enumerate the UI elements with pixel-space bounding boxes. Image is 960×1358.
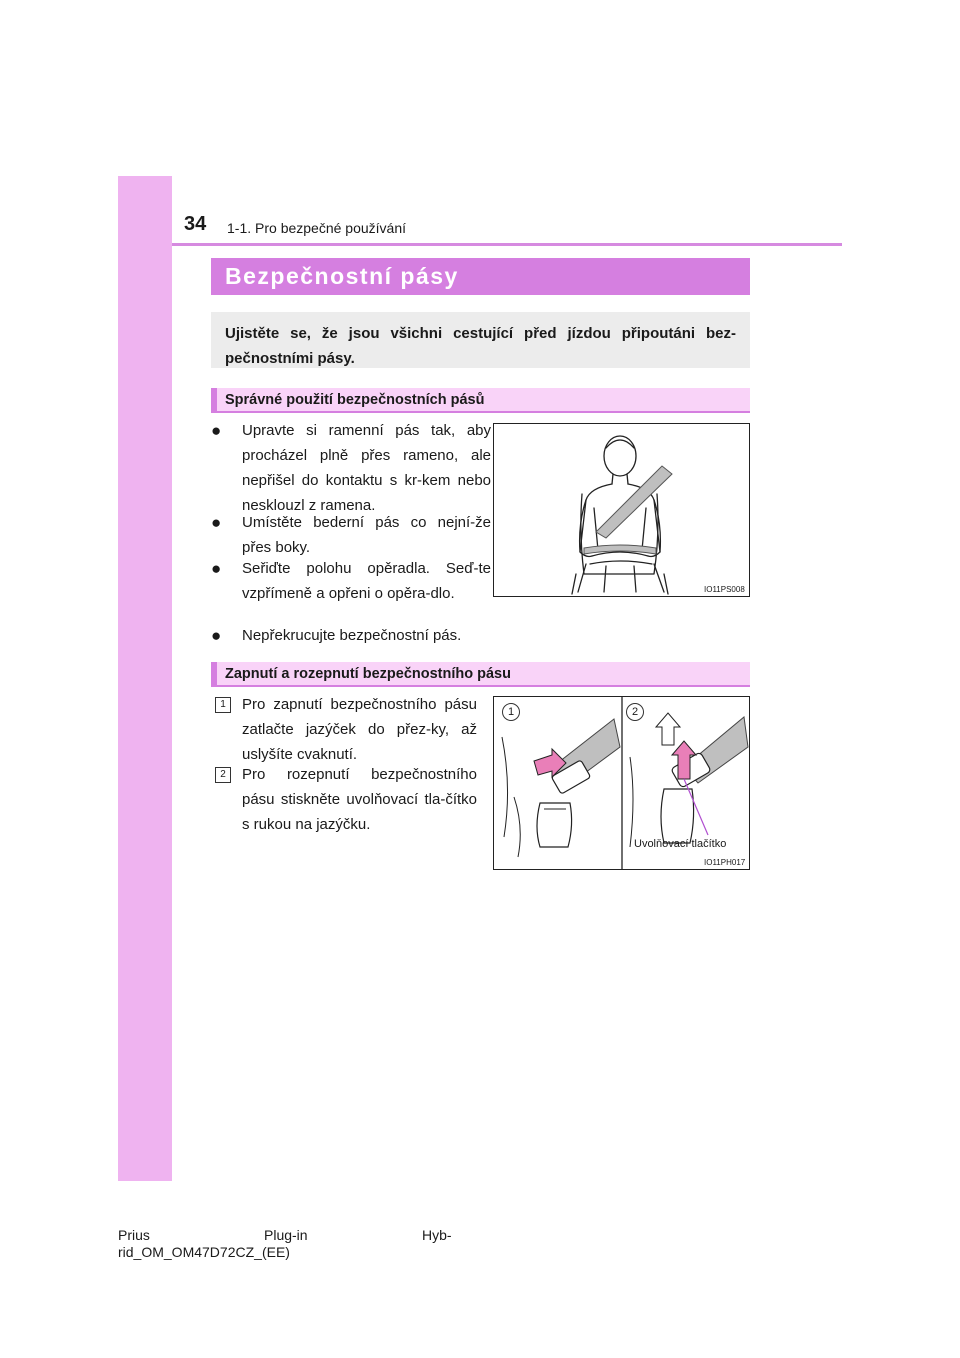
bullet-icon: ● [211,559,222,578]
figure-code: IO11PS008 [704,585,745,594]
step-number: 1 [215,697,231,713]
buckle-illustration [493,696,750,870]
bullet-item [211,623,491,648]
subheading-correct-use: Správné použití bezpečnostních pásů [211,388,750,413]
seated-passenger-icon [494,424,749,596]
header-divider [172,243,842,246]
intro-box: Ujistěte se, že jsou všichni cestující před jízdou připoutáni bez-pečnostními pásy. [211,312,750,368]
bullet-text: Umístěte bederní pás co nejní-že přes boky. [242,514,491,556]
seated-passenger-illustration [493,423,750,597]
footer-text: Plug-in [264,1227,308,1243]
section-title: 1-1. Pro bezpečné používání [227,220,407,236]
bullet-text: Nepřekrucujte bezpečnostní pás. [242,627,462,644]
figure-code: IO11PH017 [704,858,746,867]
bullet-icon: ● [211,421,222,440]
bullet-item [211,510,491,560]
release-button-callout: Uvolňovací tlačítko [634,838,727,850]
bullet-text: Upravte si ramenní pás tak, aby procházel plně přes rameno, ale nepřišel do kontaktu s kr-kem nebo nesklouzl z ramena. [242,422,491,514]
subheading-fasten-unfasten: Zapnutí a rozepnutí bezpečnostního pásu [211,662,750,687]
panel-number: 2 [626,703,644,721]
page-title: Bezpečnostní pásy [211,258,750,295]
bullet-text: Seřiďte polohu opěradla. Seď-te vzpřímeně a opřeni o opěra-dlo. [242,560,491,602]
footer-doc-id [118,1227,452,1261]
bullet-icon: ● [211,513,222,532]
step-text: Pro rozepnutí bezpečnostního pásu stiskněte uvolňovací tla-čítko s rukou na jazýčku. [242,766,477,833]
footer-text: Hyb- [422,1227,452,1243]
bullet-item [211,418,491,518]
step-number: 2 [215,767,231,783]
step-text: Pro zapnutí bezpečnostního pásu zatlačte jazýček do přez-ky, až uslyšíte cvaknutí. [242,696,477,763]
bullet-icon: ● [211,626,222,645]
page-number: 34 [184,213,207,235]
step-item [211,692,477,767]
footer-text: rid_OM_OM47D72CZ_(EE) [118,1244,290,1260]
panel-number: 1 [502,703,520,721]
step-item [211,762,477,837]
footer-text: Prius [118,1227,150,1243]
bullet-item [211,556,491,606]
chapter-side-tab [118,176,172,1181]
